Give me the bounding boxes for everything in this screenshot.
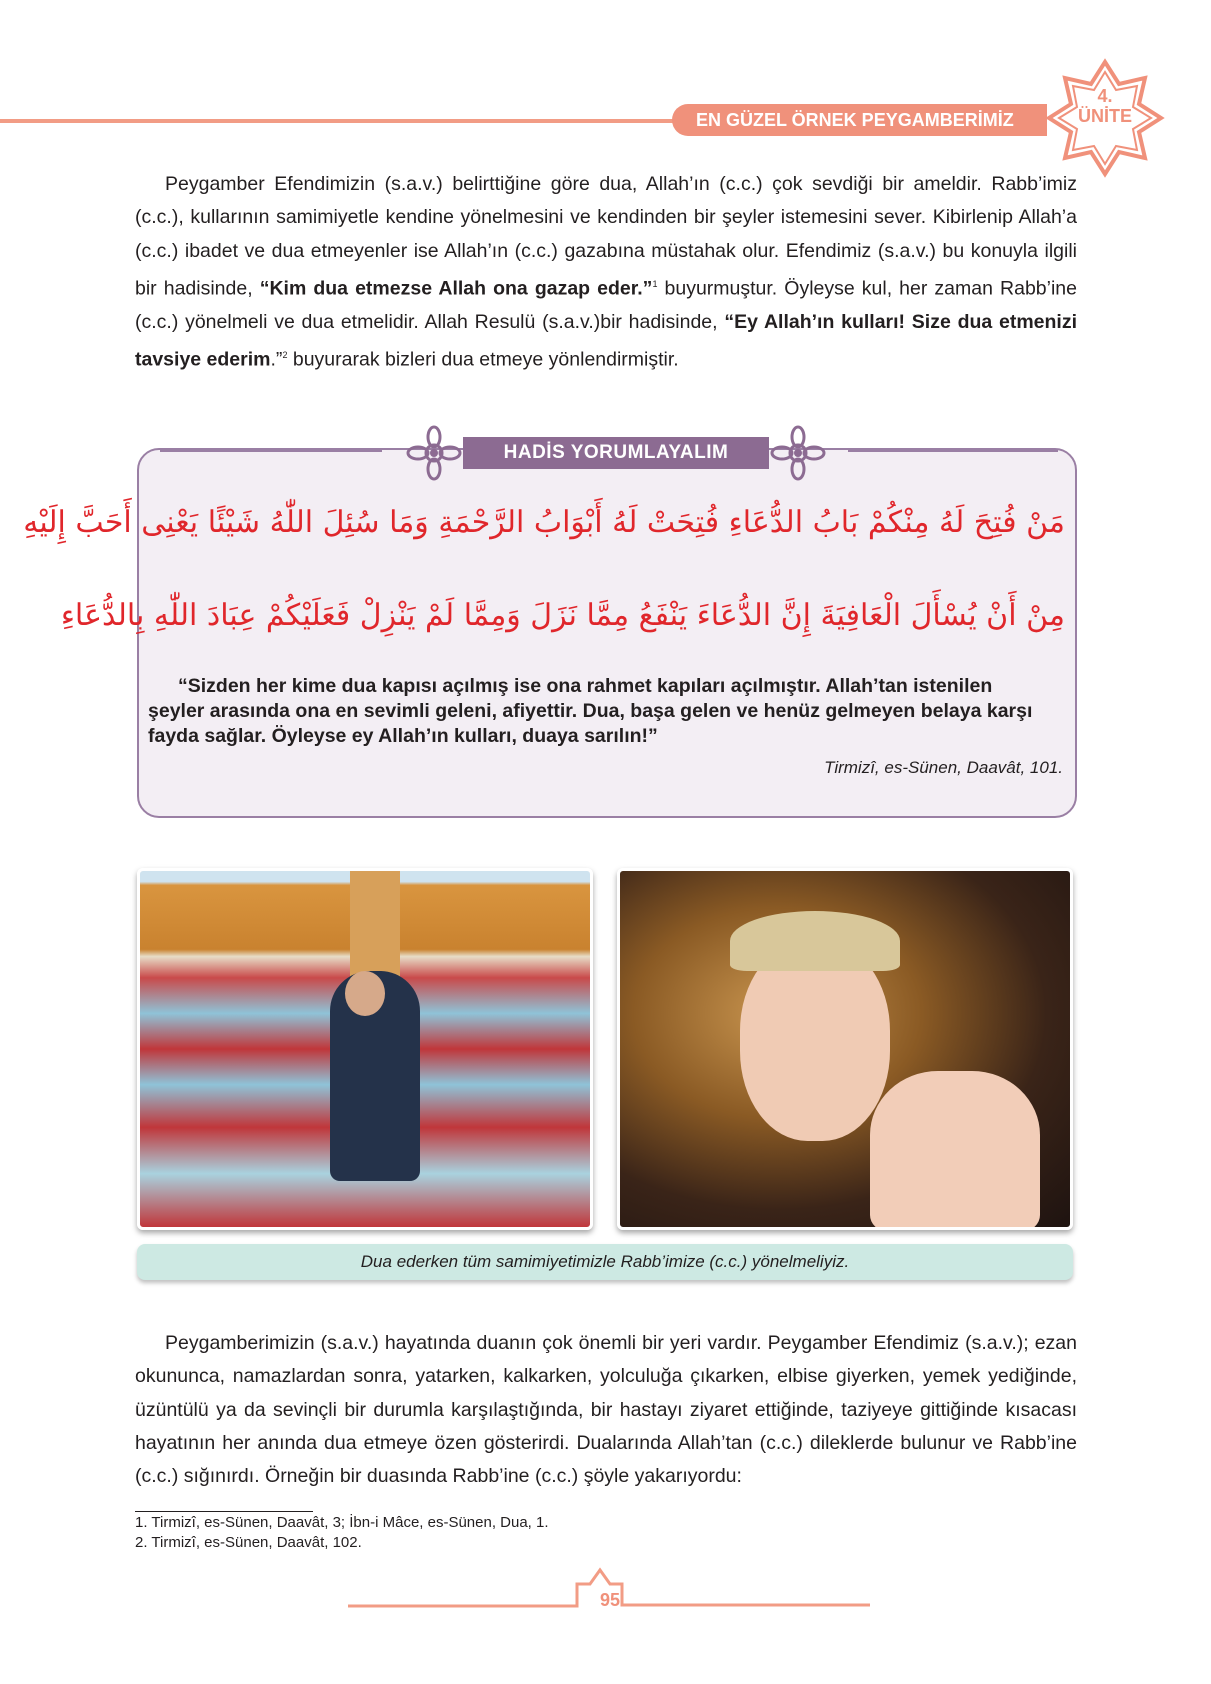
page-number: 95 xyxy=(599,1590,621,1610)
footnote-1: 1. Tirmizî, es-Sünen, Daavât, 3; İbn-i Mâce, es-Sünen, Dua, 1. xyxy=(135,1514,549,1531)
hadis-title: HADİS YORUMLAYALIM xyxy=(463,437,769,469)
arabic-line-1: مَنْ فُتِحَ لَهُ مِنْكُمْ بَابُ الدُّعَاءِ فُتِحَتْ لَهُ أَبْوَابُ الرَّحْمَةِ وَمَا سُئِلَ اللّٰهُ شَيْئًا يَعْنِى أَحَبَّ إِلَيْهِ xyxy=(23,505,1065,540)
text: buyurmuştur. Öyleyse kul, her zaman Rabb’ine (c.c.) yönelmeli ve dua etmelidir. Allah Resulü (s.a.v.)bir hadisinde, xyxy=(135,277,1077,333)
unit-badge xyxy=(1065,86,1145,126)
rosette-icon xyxy=(770,425,826,481)
box-rule-left xyxy=(160,450,382,452)
unit-number: 4. xyxy=(1097,86,1113,106)
photo-caption: Dua ederken tüm samimiyetimizle Rabb’imize (c.c.) yönelmeliyiz. xyxy=(137,1244,1073,1280)
box-rule-right xyxy=(848,450,1058,452)
hadith-source: Tirmizî, es-Sünen, Daavât, 101. xyxy=(824,758,1063,777)
unit-title: EN GÜZEL ÖRNEK PEYGAMBERİMİZ xyxy=(672,104,1047,136)
body-text: Peygamberimizin (s.a.v.) hayatında duanın çok önemli bir yeri vardır. Peygamber Efendimiz (s.a.v.); ezan okununca, namazlardan sonra, yatarken, kalkarken, yolculuğa çıkarken, elbise giyerken, yemek yediğinde, üzüntülü ya da sevinçli bir durumla karşılaştığında, bir hastayı ziyaret ettiğinde, taziyeye gittiğinde kısacası hayatının her anında dua etmeye özen gösterirdi. Dualarında Allah’tan (c.c.) dileklerde bulunur ve Rabb’ine (c.c.) sığınırdı. Örneğin bir duasında Rabb’ine (c.c.) şöyle yakarıyordu: xyxy=(135,1332,1077,1488)
text: .” xyxy=(270,348,283,371)
photo-boy-praying xyxy=(137,868,593,1230)
hadith-quote-2: “Ey Allah’ın kulları! Size dua etmenizi tavsiye ederim xyxy=(135,310,1078,371)
quote-line: şeyler arasında ona en sevimli geleni, afiyettir. Dua, başa gelen ve henüz gelmeyen belaya karşı xyxy=(148,700,1033,722)
rosette-icon xyxy=(406,425,462,481)
header-rule xyxy=(0,119,680,123)
photo-girl-praying xyxy=(617,868,1073,1230)
unit-label: ÜNİTE xyxy=(1078,106,1132,126)
intro-paragraph xyxy=(135,168,1077,377)
text: Peygamber Efendimizin (s.a.v.) belirttiğine göre dua, Allah’ın (c.c.) çok sevdiği bir ameldir. Rabb’imiz (c.c.), kullarının samimiyetle kendine yönelmesini ve kendinden bir şeyler istemesini sever. Kibirlenip Allah’a (c.c.) ibadet ve dua etmeyenler ise Allah’ın (c.c.) gazabına müstahak olur. Efendimiz (s.a.v.) bu konuyla ilgili bir hadisinde, xyxy=(135,173,1077,300)
boy-head xyxy=(345,971,385,1016)
hadith-translation xyxy=(148,674,1066,749)
text: buyurarak bizleri dua etmeye yönlendirmiştir. xyxy=(287,348,679,371)
body-paragraph xyxy=(135,1327,1077,1493)
quote-line: “Sizden her kime dua kapısı açılmış ise ona rahmet kapıları açılmıştır. Allah’tan istenilen xyxy=(178,675,993,697)
footnote-ref-1: 1 xyxy=(652,278,658,289)
pillar xyxy=(350,871,400,981)
hadith-quote-1: “Kim dua etmezse Allah ona gazap eder.” xyxy=(259,277,653,300)
quote-line: fayda sağlar. Öyleyse ey Allah’ın kulları, duaya sarılın!” xyxy=(148,725,658,747)
footnote-rule xyxy=(135,1511,313,1512)
footnote-2: 2. Tirmizî, es-Sünen, Daavât, 102. xyxy=(135,1534,362,1551)
girl-face xyxy=(740,941,890,1141)
arabic-line-2: مِنْ أَنْ يُسْأَلَ الْعَافِيَةَ إِنَّ الدُّعَاءَ يَنْفَعُ مِمَّا نَزَلَ وَمِمَّا لَمْ يَنْزِلْ فَعَلَيْكُمْ عِبَادَ اللّٰهِ بِالدُّعَاءِ xyxy=(60,598,1065,633)
footnote-ref-2: 2 xyxy=(282,349,288,360)
headband xyxy=(730,911,900,971)
hands xyxy=(870,1071,1040,1230)
